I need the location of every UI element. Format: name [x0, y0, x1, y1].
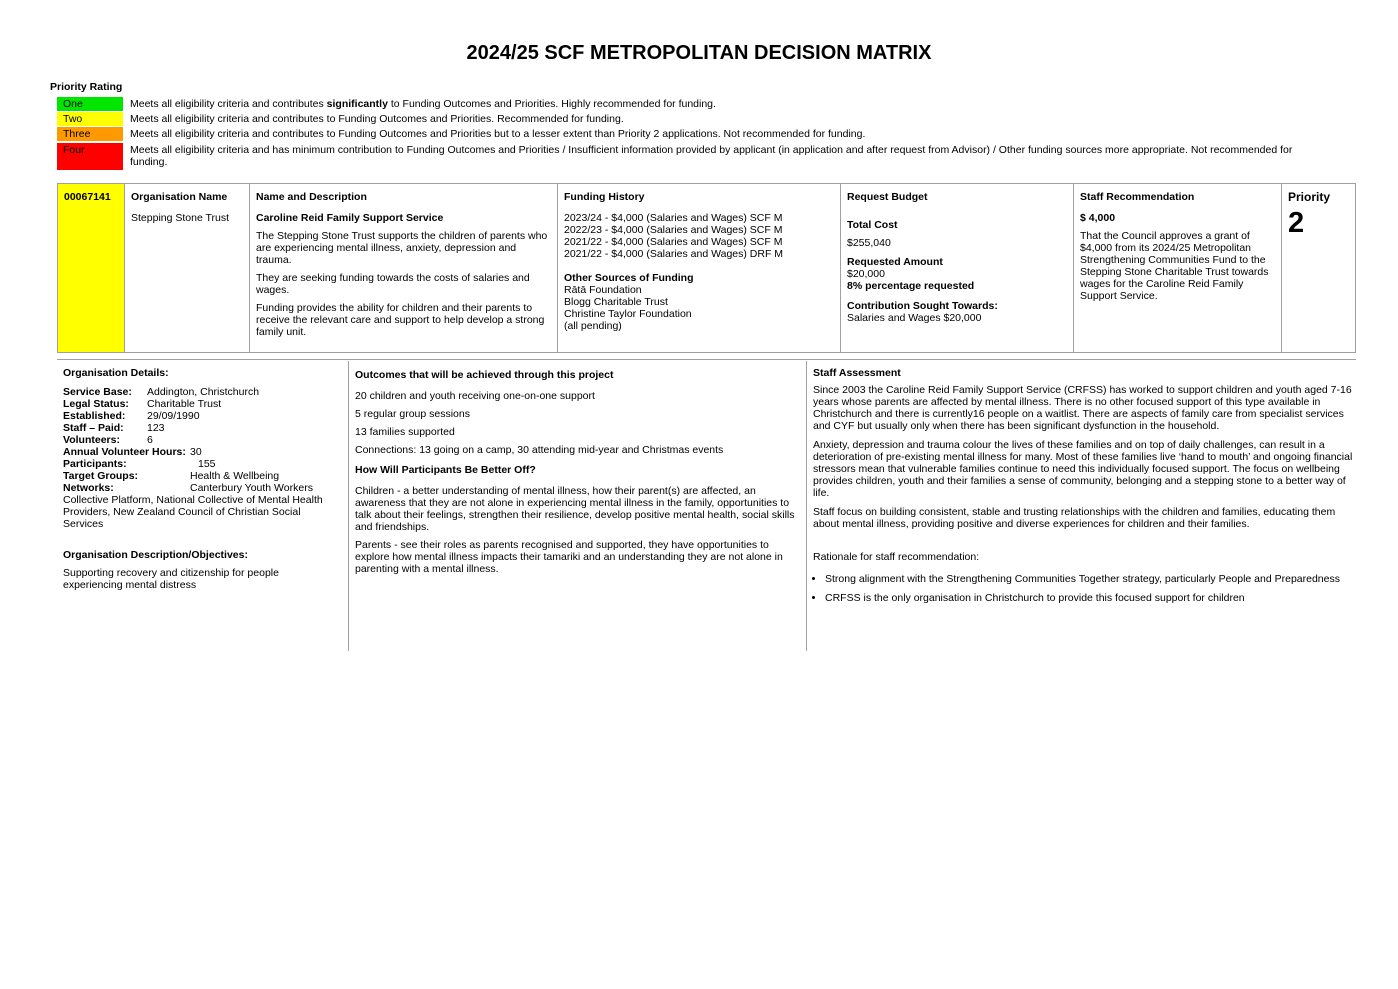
other-source-item: Christine Taylor Foundation	[564, 308, 692, 320]
priority-cell	[1282, 184, 1355, 352]
funding-history-item: 2021/22 - $4,000 (Salaries and Wages) DRF M	[564, 248, 784, 260]
staff-recommendation-amount: $ 4,000	[1080, 212, 1116, 224]
outcome-item: 5 regular group sessions	[355, 408, 470, 420]
priority-description: Meets all eligibility criteria and contributes to Funding Outcomes and Priorities. Recommended for funding.	[130, 113, 624, 125]
rationale-item: • CRFSS is the only organisation in Christchurch to provide this focused support for children	[825, 592, 1353, 604]
target-groups-row: Target Groups: Health & Wellbeing	[63, 470, 280, 482]
staff-assessment-section	[813, 367, 1353, 611]
description-paragraph: They are seeking funding towards the costs of salaries and wages.	[256, 272, 530, 296]
priority-value: 2	[1288, 207, 1305, 239]
networks-continued: Collective Platform, National Collective of Mental Health Providers, New Zealand Council of Christian Social Services	[63, 494, 323, 530]
priority-swatch: Two	[57, 112, 123, 126]
name-description-cell	[250, 184, 558, 352]
other-source-item: Blogg Charitable Trust	[564, 296, 668, 308]
other-source-item: Rātā Foundation	[564, 284, 642, 296]
total-cost-value: $255,040	[847, 237, 891, 249]
established-row: Established: 29/09/1990	[63, 410, 200, 422]
assessment-paragraph: Anxiety, depression and trauma colour the lives of these families and on top of daily challenges, can result in a deterioration of pre-existing mental illness for many. Most of these families live ‘hand to mouth’ and ongoing financial stressors mean that vulnerable families continue to need this individually focused support. The focus on wellbeing provides children, youth and their families a sense of community, belonging and a stepping stone to a better way of life.	[813, 439, 1353, 499]
project-name: Caroline Reid Family Support Service	[256, 212, 444, 224]
staff-recommendation-cell	[1074, 184, 1282, 352]
contribution-label: Contribution Sought Towards:	[847, 300, 998, 312]
networks-row: Networks: Canterbury Youth Workers	[63, 482, 313, 494]
outcome-item: 20 children and youth receiving one-on-one support	[355, 390, 595, 402]
total-cost-label: Total Cost	[847, 219, 898, 231]
application-card	[57, 183, 1356, 353]
funding-history-item: 2023/24 - $4,000 (Salaries and Wages) SCF M	[564, 212, 783, 224]
priority-rating-label: Priority Rating	[50, 81, 123, 93]
priority-swatch: Three	[57, 127, 123, 141]
contribution-value: Salaries and Wages $20,000	[847, 312, 982, 324]
funding-history-cell	[558, 184, 841, 352]
staff-recommendation-header: Staff Recommendation	[1080, 191, 1195, 203]
organisation-name-header: Organisation Name	[131, 191, 228, 203]
outcomes-header: Outcomes that will be achieved through this project	[355, 369, 614, 381]
name-description-header: Name and Description	[256, 191, 367, 203]
staff-paid-row: Staff – Paid: 123	[63, 422, 165, 434]
better-off-header: How Will Participants Be Better Off?	[355, 464, 536, 476]
application-id-cell	[58, 184, 125, 352]
staff-recommendation-text: That the Council approves a grant of $4,000 from its 2024/25 Metropolitan Strengthening Communities Fund to the Stepping Stone Charitable Trust towards wages for the Caroline Reid Family Support Service.	[1080, 230, 1269, 302]
column-divider	[806, 361, 807, 651]
request-budget-header: Request Budget	[847, 191, 928, 203]
priority-header: Priority	[1288, 190, 1331, 204]
outcome-item: 13 families supported	[355, 426, 455, 438]
better-off-paragraph: Children - a better understanding of mental illness, how their parent(s) are affected, an awareness that they are not alone in experiencing mental illness in the family, opportunities to talk about their feelings, strengthen their resilience, develop positive mental health, social skills and friendships.	[355, 485, 795, 533]
organisation-name: Stepping Stone Trust	[131, 212, 230, 224]
participants-row: Participants: 155	[63, 458, 216, 470]
description-paragraph: Funding provides the ability for children and their parents to receive the relevant care and support to help develop a strong family unit.	[256, 302, 545, 338]
section-divider	[57, 359, 1356, 360]
assessment-paragraph: Since 2003 the Caroline Reid Family Support Service (CRFSS) has worked to support children and youth aged 7-16 years whose parents are affected by mental illness. There is no other focused support of this type available in Christchurch and there is currently16 people on a waitlist. There are aspects of family care from specialist services and CYF but usually only when there has been significant dysfunction in the household.	[813, 384, 1352, 432]
assessment-paragraph: Staff focus on building consistent, stable and trusting relationships with the children and families, educating them about mental illness, providing positive and diverse experiences for children and their families.	[813, 506, 1336, 530]
organisation-description-header: Organisation Description/Objectives:	[63, 549, 248, 561]
requested-amount-label: Requested Amount	[847, 256, 943, 268]
organisation-details	[63, 367, 343, 591]
request-budget-cell	[841, 184, 1074, 352]
priority-description: Meets all eligibility criteria and contributes significantly to Funding Outcomes and Priorities. Highly recommended for funding.	[130, 98, 716, 110]
rationale-list	[813, 573, 1353, 604]
rationale-label: Rationale for staff recommendation:	[813, 551, 980, 563]
organisation-name-cell	[125, 184, 250, 352]
page-title: 2024/25 SCF METROPOLITAN DECISION MATRIX	[466, 42, 932, 64]
priority-description: Meets all eligibility criteria and has minimum contribution to Funding Outcomes and Priorities / Insufficient information provided by applicant (in application and after request from Advisor) / Other funding sources more appropriate. Not recommended for funding.	[130, 144, 1293, 168]
funding-history-header: Funding History	[564, 191, 645, 203]
annual-hours-row: Annual Volunteer Hours: 30	[63, 446, 202, 458]
priority-swatch: Four	[57, 143, 123, 170]
funding-history-item: 2022/23 - $4,000 (Salaries and Wages) SCF M	[564, 224, 783, 236]
legal-status-row: Legal Status: Charitable Trust	[63, 398, 222, 410]
staff-assessment-header: Staff Assessment	[813, 367, 901, 379]
percentage-requested: 8% percentage requested	[847, 280, 975, 292]
organisation-description: Supporting recovery and citizenship for people experiencing mental distress	[63, 567, 279, 591]
column-divider	[348, 361, 349, 651]
outcome-item: Connections: 13 going on a camp, 30 attending mid-year and Christmas events	[355, 444, 724, 456]
rationale-item: • Strong alignment with the Strengthening Communities Together strategy, particularly People and Preparedness	[825, 573, 1353, 585]
service-base-row: Service Base: Addington, Christchurch	[63, 386, 260, 398]
other-sources-header: Other Sources of Funding	[564, 272, 694, 284]
requested-amount-value: $20,000	[847, 268, 885, 280]
volunteers-row: Volunteers: 6	[63, 434, 153, 446]
priority-swatch: One	[57, 97, 123, 111]
priority-description: Meets all eligibility criteria and contributes to Funding Outcomes and Priorities but to a lesser extent than Priority 2 applications. Not recommended for funding.	[130, 128, 866, 140]
description-paragraph: The Stepping Stone Trust supports the children of parents who are experiencing mental illness, anxiety, depression and trauma.	[256, 230, 548, 266]
outcomes-section	[355, 367, 801, 575]
other-source-item: (all pending)	[564, 320, 622, 332]
application-id: 00067141	[64, 191, 111, 203]
better-off-paragraph: Parents - see their roles as parents recognised and supported, they have opportunities to explore how mental illness impacts their tamariki and an understanding they are not alone in parenting with a mental illness.	[355, 539, 783, 575]
funding-history-item: 2021/22 - $4,000 (Salaries and Wages) SCF M	[564, 236, 783, 248]
organisation-details-header: Organisation Details:	[63, 367, 169, 379]
